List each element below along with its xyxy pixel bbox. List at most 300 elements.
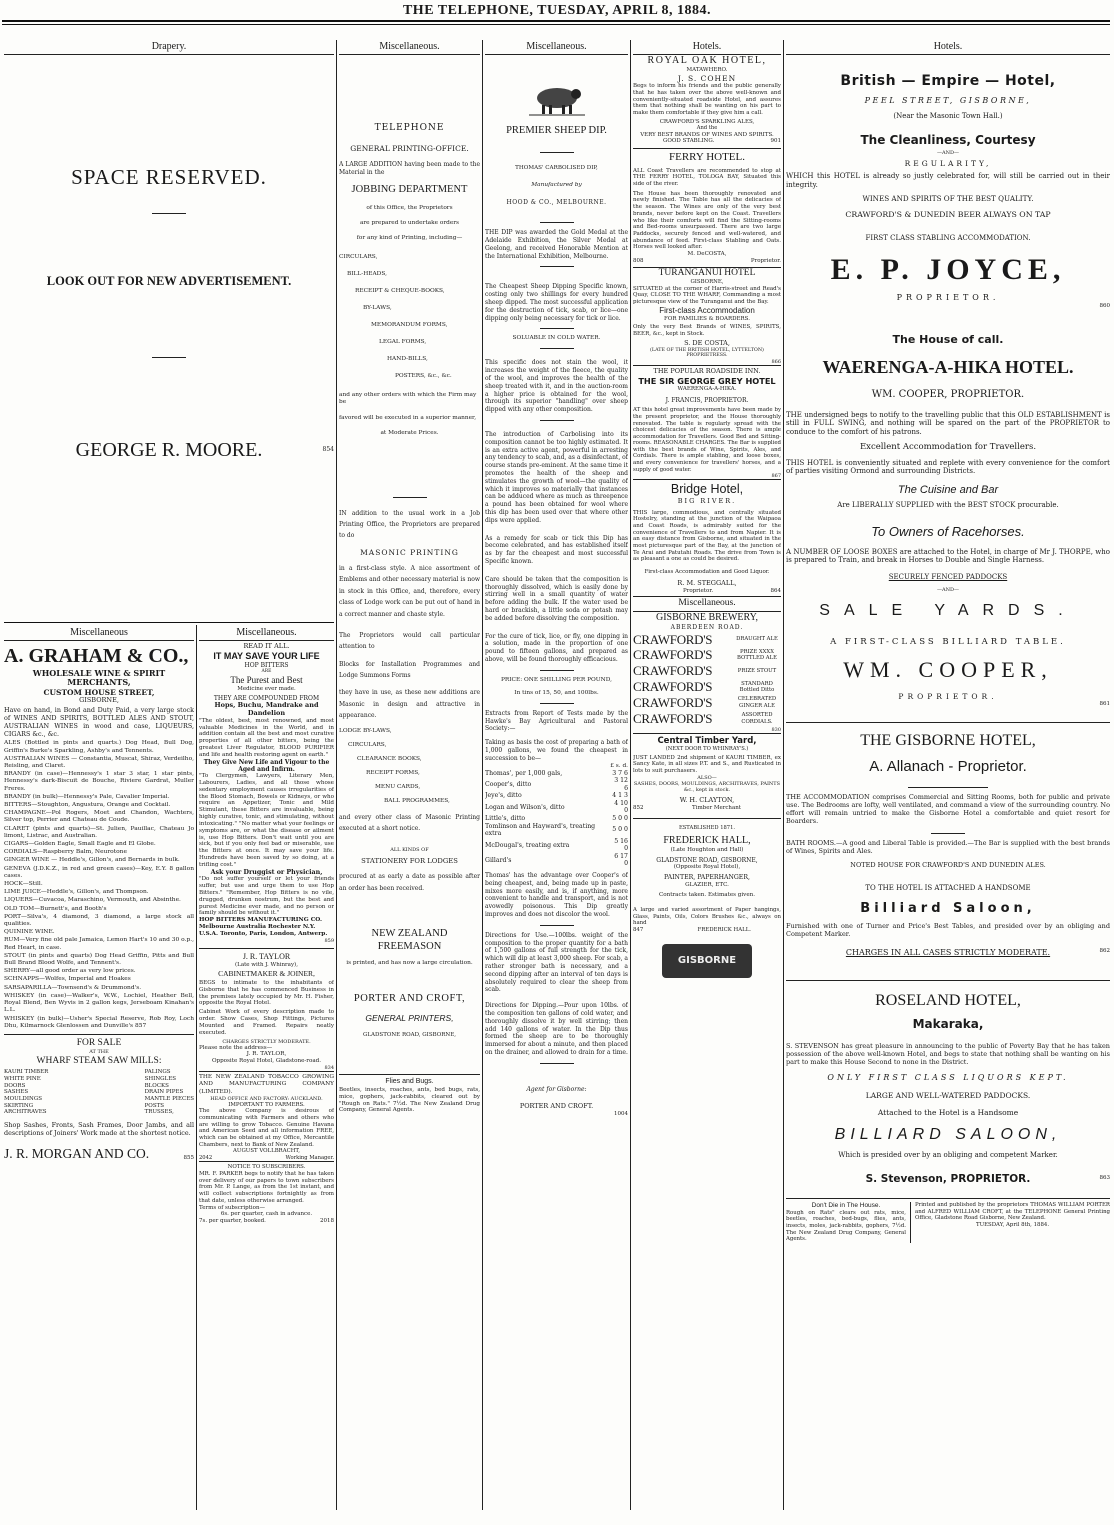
print-item: LEGAL FORMS, (379, 339, 427, 346)
crawford-row (633, 679, 781, 695)
address: PEEL STREET, GISBORNE, (864, 96, 1032, 106)
tobacco-co: THE NEW ZEALAND TOBACCO GROWING AND MANUFACTURING COMPANY (LIMITED). (199, 1071, 334, 1095)
sheep-icon (527, 81, 587, 117)
line: TO THE HOTEL IS ATTACHED A HANDSOME (865, 884, 1031, 893)
crawford-product: ASSORTED CORDIALS. (741, 712, 773, 725)
sheep-dip-ad (485, 40, 628, 1515)
divider (393, 497, 427, 498)
product-item: LIME JUICE—Heddle's, Gillon's, and Thompson. (4, 889, 149, 896)
location: MATAWHERO. (686, 67, 728, 74)
lodge-item: BALL PROGRAMMES, (384, 797, 450, 804)
taylor-sig: J. R. TAYLOR, (246, 1051, 287, 1058)
divider (540, 703, 574, 704)
paragraph: AT this hotel great improvements have been made by the present proprietor, and the House thoroughly renovated. The table is regularly spread with the choicest delicacies of the season. There is ample accommodation for Travellers. Good Bed and Sitting-rooms. REASONABLE CHARGES. The Bar is supplied with the best brands of Wine, Spirits, Ales, and Cordials. There is ample stabling, and loose boxes, and every convenience for travellers' horses, and a supply of good water. (633, 407, 781, 473)
line: Which is presided over by an obliging and competent Marker. (838, 1150, 1058, 1159)
print-item: BILL-HEADS, (347, 270, 387, 277)
hotels-column-2 (786, 40, 1110, 1515)
lodge-item: CIRCULARS, (348, 741, 387, 748)
timber-item: WHITE PINE (4, 1075, 41, 1082)
product-item: SHERRY—all good order as very low prices. (4, 968, 136, 975)
paragraph: JUST LANDED 2nd shipment of KAURI TIMBER, ex Sancy Kate, in all sizes P.T. and S., and Rusticated in lots to suit purchasers. (633, 754, 781, 774)
hotel-name: British — Empire — Hotel, (840, 73, 1056, 90)
location: Makaraka, (912, 1016, 984, 1031)
hotels-column-1 (633, 40, 781, 1515)
timber-item: POSTS (144, 1102, 165, 1109)
soluble: SOLUABLE IN COLD WATER. (512, 335, 601, 342)
cost-header: £ s. d. (610, 762, 628, 769)
location: WAERENGA-A-HIKA. (677, 386, 737, 393)
paragraph: Taking as basis the cost of preparing a bath of 1,000 gallons, we found the cheapest in succession to be— (485, 739, 628, 762)
cuisine: The Cuisine and Bar (897, 483, 999, 496)
taylor-name: J. R. TAYLOR (199, 948, 334, 962)
farmers: IMPORTANT TO FARMERS. (228, 1101, 305, 1108)
crawford-product: PRIZE XXXX BOTTLED ALE (736, 648, 778, 662)
prop-title: Proprietor. (683, 587, 714, 594)
cost-row (485, 853, 628, 868)
crawford-product: STANDARD Bottled Ditto (739, 680, 775, 694)
ad-number: 2042 (199, 1155, 213, 1162)
ad-number: 859 (324, 938, 334, 945)
billiard-saloon: BILLIARD SALOON, (834, 1126, 1062, 1144)
divider (540, 1063, 574, 1064)
terms: Terms of subscription— (199, 1204, 266, 1211)
ad-number: 861 (1099, 701, 1110, 708)
footer-row (786, 1198, 1110, 1243)
product-item: OLD TOM—Burnett's, and Booth's (4, 905, 107, 912)
proprietor-title: PROPRIETOR. (898, 692, 998, 702)
line: for any kind of Printing, including— (356, 234, 463, 241)
cost-row (485, 770, 628, 778)
crawford-name: CRAWFORD'S (633, 710, 713, 726)
line: GLADSTONE ROAD, GISBORNE, (656, 856, 758, 864)
house-of-call: The House of call. (892, 333, 1004, 347)
divider (931, 833, 965, 834)
new-life: They Give New Life and Vigour to the Aged and Infirm. (203, 758, 330, 773)
cost-value: 5 0 0 (612, 815, 628, 823)
lodge-item: MENU CARDS, (375, 783, 421, 790)
timber-right (145, 1069, 194, 1116)
paragraph: The Cheapest Sheep Dipping Specific known, costing only two shillings for every hundred sheep dipped. The most successful application for the destruction of tick, scab, or lice—one dipping only being necessary for tick or lice. (485, 283, 628, 322)
billiard-saloon: Billiard Saloon, (860, 900, 1036, 916)
ad-number: 1004 (614, 1110, 628, 1117)
paragraph: "Do not suffer yourself or let your friends suffer, but use and urge them to use Hop Bitters." "Remember, Hop Bitters is no vile, drugged, drunken nostrum, but the best and purest Medicine ever made, and no person or family should be without it." (199, 876, 334, 917)
divider (540, 266, 574, 267)
timber-list (4, 1069, 194, 1116)
line: of this Office, the Proprietors (366, 204, 453, 211)
intro-text: Have on hand, in Bond and Duty Paid, a very large stock of WINES AND SPIRITS, BOTTLED ALES AND STOUT, AUSTRALIAN WINES in wood and case, LIQUEURS, CIGARS &c., &c. (4, 706, 194, 738)
line: CRAWFORD'S & DUNEDIN BEER ALWAYS ON TAP (845, 210, 1051, 220)
section-header: Miscellaneous. (633, 596, 781, 612)
tins: In tins of 15, 50, and 100lbs. (514, 689, 599, 696)
cost-name: McDougal's, treating extra (485, 841, 570, 849)
crawford-list (633, 632, 781, 727)
telephone-title: TELEPHONE (374, 123, 445, 134)
next-door: (NEXT DOOR TO WHINRAY'S.) (665, 746, 749, 753)
line: GLAZIER, ETC. (685, 881, 729, 888)
cost-value: 6 17 0 (614, 852, 628, 868)
line: Excellent Accommodation for Travellers. (859, 442, 1037, 453)
established: ESTABLISHED 1871. (633, 818, 781, 831)
line: PAINTER, PAPERHANGER, (664, 874, 750, 881)
stamp-logo: GISBORNE (662, 944, 752, 978)
proprietor: S. Stevenson, PROPRIETOR. (865, 1173, 1031, 1186)
product-item: LIQUERS—Cuvacoa, Maraschino, Vermouth, and Absinthe. (4, 897, 181, 904)
paragraph: A NUMBER OF LOOSE BOXES are attached to the Hotel, in charge of Mr J. THORPE, who is prepared to Train, and break in Horses to Double and Single Harness. (786, 547, 1110, 565)
product-item: GENEVA (J.D.K.Z., in red and green cases)—Key, E.Y. 8 gallon cases. (4, 865, 194, 879)
line: are prepared to undertake orders (359, 219, 460, 226)
print-item: HAND-BILLS, (387, 356, 428, 363)
lodge-items (339, 728, 480, 805)
drapery-section (4, 40, 334, 620)
product-item: PORT—Silva's, 4 diamond, 3 diamond, a large stock all qualities. (4, 913, 194, 928)
imprint (911, 1202, 1110, 1243)
print-item: BY-LAWS, (363, 305, 392, 312)
cost-name: Jeye's, ditto (485, 792, 522, 800)
agent-name: PORTER AND CROFT. (519, 1102, 594, 1111)
intro: A LARGE ADDITION having been made to the Material in the (339, 161, 480, 176)
at-the: AT THE (89, 1049, 109, 1056)
purest: The Purest and Best (230, 674, 303, 685)
dont-die-heading: Don't Die in The House. (811, 1201, 881, 1209)
timber-item: BLOCKS (144, 1082, 169, 1089)
cost-row (485, 838, 628, 853)
line: VERY BEST BRANDS OF WINES AND SPIRITS. (640, 131, 774, 138)
timber-item: MANTLE PIECES (144, 1095, 194, 1102)
cost-row (485, 777, 628, 792)
line: LARGE AND WELL-WATERED PADDOCKS. (865, 1090, 1031, 1100)
line: FIRST CLASS STABLING ACCOMMODATION. (865, 233, 1031, 242)
regularity: REGULARITY, (904, 159, 992, 169)
product-item: CIGARS—Golden Eagle, Small Eagle and El Globe. (4, 841, 156, 848)
ad-number: 863 (1099, 1175, 1110, 1182)
and: —AND— (937, 150, 959, 157)
paragraph: THE ACCOMMODATION comprises Commercial and Sitting Rooms, both for public and private use. The Bedrooms are lofty, well ventilated, and command a view of the surrounding country. No effort will remain untried to make the Gisborne Hotel a comfortable and quiet resort for Boarders. (786, 792, 1110, 825)
column-rule (482, 40, 483, 1510)
paragraph: First-class Accommodation and Good Liquor. (644, 569, 770, 576)
imprint-date: TUESDAY, April 8th, 1884. (975, 1221, 1050, 1228)
section-header: Miscellaneous. (339, 40, 480, 55)
proprietor: WM. COOPER, PROPRIETOR. (871, 388, 1025, 400)
paragraph: The introduction of Carbolising into its composition cannot be too highly estimated. It is an extra active agent, powerful in arresting any tendency to scab, and, as a disinfectant, of course stands pre-eminent. At the same time it promotes the health of the sheep and stimulates the growth of wool—the quality of which it improves so materially that instances can be adduced where as much as threepence a pound has been obtained for wool where this dip has been used over that where other dips were applied. (485, 430, 628, 524)
ad-number: 854 (322, 446, 334, 454)
paragraph: The above Company is desirous of communicating with Farmers and others who are willing to grow Tobacco. Genuine Havana and American Seed and all information FREE, which can be obtained at my Office, Mercantile Chambers, next to Bank of New Zealand. (199, 1108, 334, 1148)
gpo-title: GENERAL PRINTING-OFFICE. (350, 144, 469, 154)
paragraph: Furnished with one of Turner and Price's Best Tables, and presided over by an obliging and Competent Marker. (786, 921, 1110, 938)
manufactured-by: Manufactured by (531, 181, 582, 188)
location: GISBORNE, (690, 279, 724, 286)
timber-item: DRAIN PIPES (144, 1089, 184, 1096)
paragraph: MR. F. PARKER begs to notify that he has taken over delivery of our papers to town subscribers from Mr. P. Lange, as from the 1st instant, and will collect subscriptions fortnightly as from that date, unless otherwise arranged. (199, 1171, 334, 1204)
print-item: POSTERS, &c., &c. (395, 373, 452, 380)
jobbing: JOBBING DEPARTMENT (351, 183, 468, 195)
divider (540, 328, 574, 329)
slogan: The Cleanliness, Courtesy (860, 132, 1036, 147)
paragraph: and every other class of Masonic Printing executed at a short notice. (339, 814, 480, 833)
term: 7s. per quarter, booked. (199, 1217, 266, 1224)
product-item: CLARET (pints and quarts)—St. Julien, Pauillac, Chateau Jo limont, Listrac, and Australian. (4, 825, 194, 839)
ad-number: 808 (633, 257, 644, 264)
section-header: Miscellaneous. (199, 626, 334, 641)
product-item: RUM—Very fine old pale Jamaica, Lemon Hart's 10 and 30 o.p., Red Heart, in case. (4, 937, 194, 951)
divider (540, 670, 574, 671)
product-item: SARSAPARILLA—Townsend's & Drummond's. (4, 984, 142, 991)
paragraph: procured at as early a date as possible after an order has been received. (339, 873, 480, 892)
stabling: GOOD STABLING. (663, 138, 715, 145)
location: ABERDEEN ROAD. (670, 624, 744, 632)
imprint-text: Printed and published by the proprietors THOMAS WILLIAM PORTER and ALFRED WILLIAM CROFT, at the TELEPHONE General Printing Office, Gladstone Road Gisborne, New Zealand. (915, 1201, 1110, 1222)
product-item: BRANDY (in case)—Hennessy's 1 star 3 star, 1 star pints, Hennessy's dark-Biscuit de Bouche, Riviere Gardrat, Muller Freres. (4, 771, 194, 792)
line: and any other orders with which the Firm may be (339, 392, 477, 406)
line: Contracts taken. Estimates given. (658, 892, 756, 899)
paragraph: BEGS to intimate to the inhabitants of Gisborne that he has commenced Business in the premises lately occupied by Mr. H. Fisher, opposite the Royal Hotel. (199, 980, 334, 1007)
proprietor: J. S. COHEN (677, 74, 737, 84)
ad-number: 901 (770, 138, 781, 145)
timber-item: ARCHITRAVES (4, 1109, 47, 1116)
printing-office-ad (339, 40, 480, 1515)
hotel-name: THE GISBORNE HOTEL, (786, 722, 1110, 751)
manager-name: AUGUST VOLLBRACHT, (233, 1148, 300, 1155)
cost-name: Cooper's, ditto (485, 781, 532, 789)
divider (540, 222, 574, 223)
notice-heading: NOTICE TO SUBSCRIBERS. (199, 1161, 334, 1171)
column-rule (196, 625, 197, 1510)
line: WINES AND SPIRITS OF THE BEST QUALITY. (862, 194, 1034, 204)
crawford-name: CRAWFORD'S (633, 647, 713, 663)
timber-left (4, 1069, 48, 1116)
ad-number: 864 (770, 587, 781, 594)
product-item: GINGER WINE — Heddle's, Gillon's, and Bernards in bulk. (4, 857, 180, 864)
masthead: THE TELEPHONE, TUESDAY, APRIL 8, 1884. (402, 3, 712, 18)
line: (Late Houghton and Hall) (670, 847, 744, 854)
dont-die-ad (786, 1202, 911, 1243)
dip-sub: THOMAS' CARBOLISED DIP, (515, 164, 598, 171)
line: NOTED HOUSE FOR CRAWFORD'S AND DUNEDIN ALES. (850, 861, 1046, 870)
ad-number: 2018 (320, 1217, 334, 1224)
business-name: FREDERICK HALL, (663, 834, 751, 846)
compounded: THEY ARE COMPOUNDED FROM (213, 694, 320, 702)
prop-title: Proprietor. (750, 257, 781, 264)
location: BIG RIVER. (677, 496, 737, 505)
line: favored will be executed in a superior manner, (339, 414, 477, 421)
cost-row (485, 792, 628, 800)
are: ARE (261, 669, 272, 675)
divider (540, 925, 574, 926)
crawford-row (633, 711, 781, 727)
brewery: GISBORNE BREWERY, (655, 612, 759, 624)
paragraph: THIS large, commodious, and centrally situated Hostelry, standing at the junction of the Waipaoa and Coast Roads, is admirably suited for the convenience of Travellers to and from Napier. It is an easy distance from Gisborne, and situated in the most picturesque part of the Bay, at the junction of Te Arai and Patutahi Roads. The drive from Town is as pleasant a one as could be desired. (633, 509, 781, 563)
masonic: MASONIC PRINTING (360, 547, 459, 557)
timber-item: SKIRTING (4, 1102, 34, 1109)
cost-value: 3 12 6 (614, 777, 628, 792)
company: HOP BITTERS MANUFACTURING CO. Melbourne Australia Rochester N.Y. U.S.A. Toronto, Paris, London, Antwerp. (199, 917, 328, 938)
advertiser-name: GEORGE R. MOORE. (75, 439, 263, 462)
paragraph: SITUATED at the corner of Harris-street and Read's Quay, CLOSE TO THE WHARF, Commanding a most picturesque view of the Turanganui and the Bay. (633, 285, 781, 306)
general-printers: GENERAL PRINTERS, (365, 1013, 454, 1024)
paragraph: "The oldest, best, most renowned, and most valuable Medicines in the World, and in addition contain all the best and most curative properties of all other bitters, being the greatest Liver Regulator, BLOOD PURIFIER and life and health restoring agent on earth." (199, 717, 334, 758)
medicine: Medicine ever made. (237, 685, 296, 692)
crawford-row (633, 647, 781, 663)
hotel-name: ROYAL OAK HOTEL, (647, 55, 767, 67)
ad-number: 862 (1099, 948, 1110, 955)
paragraph: Thomas' has the advantage over Cooper's of being cheapest, and, being made up in paste, mixes more easily, and is, if anything, more convenient to handle and transport, and is not avowedly poisonous. This Dip greatly improves and does not discolor the wool. (485, 871, 628, 918)
hop-bitters: HOP BITTERS (244, 662, 289, 670)
paragraph: Extracts from Report of Tests made by the Hawke's Bay Agricultural and Pastoral Society:— (485, 709, 628, 733)
product-item: QUININE WINE. (4, 929, 55, 936)
paragraph: they have in use, as these new additions are Masonic in design and attractive in appearance. (339, 689, 480, 720)
masthead-rule (2, 20, 1110, 22)
firm-line: WHOLESALE WINE & SPIRIT (32, 667, 166, 678)
lodge-item: RECEIPT FORMS, (366, 769, 420, 776)
cost-row (485, 800, 628, 815)
line: And the (696, 125, 718, 132)
section-header: Miscellaneous. (485, 40, 628, 55)
term-row (199, 1218, 334, 1225)
dip-title: PREMIER SHEEP DIP. (506, 125, 607, 137)
hotel-name: THE SIR GEORGE GREY HOTEL (638, 376, 776, 387)
paragraph: THE undersigned begs to notify to the travelling public that this OLD ESTABLISHMENT is still in FULL SWING, and nothing will be spared on the part of the PROPRIETOR to conduce to the comfort of his patrons. (786, 410, 1110, 436)
address: Opposite Royal Hotel, Gladstone-road. (211, 1058, 322, 1065)
save-life: IT MAY SAVE YOUR LIFE (213, 651, 320, 662)
hotel-name: FERRY HOTEL. (633, 148, 781, 164)
lookout-notice: LOOK OUT FOR NEW ADVERTISEMENT. (46, 273, 292, 288)
and: —AND— (937, 587, 959, 594)
line: SECURELY FENCED PADDOCKS (888, 572, 1008, 581)
paragraph: BATH ROOMS.—A good and Liberal Table is provided.—The Bar is supplied with the best brands of Wines, Spirits and Ales. (786, 839, 1110, 856)
agent: Agent for Gisborne: (526, 1085, 587, 1093)
paragraph: The Proprietors would call particular attention to (339, 631, 480, 651)
freemason-text: is printed, and has now a large circulation. (346, 959, 473, 966)
cost-table (485, 770, 628, 868)
families: FOR FAMILIES & BOARDERS. (664, 315, 750, 322)
near: (Near the Masonic Town Hall.) (893, 112, 1003, 121)
accommodation: First-class Accommodation (659, 305, 755, 315)
prop-row (633, 805, 781, 812)
section-header: Hotels. (786, 40, 1110, 55)
ad-number: 834 (324, 1065, 334, 1072)
print-item: RECEIPT & CHEQUE-BOOKS, (355, 288, 445, 295)
cost-row (485, 815, 628, 823)
product-item: SCHNAPPS—Wolfes, Imperial and Hoakes (4, 976, 131, 983)
paragraph: WHICH this HOTEL is already so justly celebrated for, will still be carried out in their integrity. (786, 172, 1110, 189)
charges: CHARGES STRICTLY MODERATE. (222, 1038, 311, 1045)
line: (Opposite Royal Hotel), (673, 864, 741, 871)
timber-item: KAURI TIMBER (4, 1069, 49, 1076)
print-item: MEMORANDUM FORMS, (371, 322, 448, 329)
paragraph: Blocks for Installation Programmes and Lodge Summons Forms (339, 660, 480, 680)
cost-value: 4 1 3 (612, 792, 628, 800)
signature: J. R. MORGAN AND CO. (4, 1145, 150, 1161)
hotel-name: TURANGANUI HOTEL (633, 267, 781, 280)
crawford-row (633, 695, 781, 711)
cost-name: Tomlinson and Hayward's, treating extra (485, 822, 596, 838)
product-item: CORDIALS—Raspberry Balm, Neurotone (4, 849, 127, 856)
ad-number: 830 (771, 726, 781, 733)
print-items (339, 254, 480, 381)
manager-title: Working Manager. (285, 1155, 334, 1162)
ad-number: 847 (633, 926, 644, 933)
paragraph: THE DIP was awarded the Gold Medal at the Adelaide Exhibition, the Silver Medal at Geelong, and received Honorable Mention at the International Exhibition, Melbourne. (485, 229, 628, 260)
product-item: WHISKEY (in bulk)—Usher's Special Reserve, Rob Roy, Loch Dhu, Kilmarnock Glenlossen and Dunville's 857 (4, 1015, 194, 1029)
timber-item: PALINGS (144, 1069, 171, 1076)
head-office: HEAD OFFICE AND FACTORY: AUCKLAND. (210, 1095, 323, 1102)
read-it: READ IT ALL. (243, 642, 290, 651)
proprietor-name: E. P. JOYCE, (830, 253, 1066, 287)
paragraph: Care should be taken that the composition is thoroughly dissolved, which is easily done by stirring well in a small quantity of water before adding the bulk. If the water used be hard or brackish, a little soda or potash may be added before dissolving the composition. (485, 575, 628, 622)
paragraph: Only the very Best Brands of WINES, SPIRITS, BEER, &c., kept in Stock. (633, 324, 781, 337)
paragraph: SASHES, DOORS, MOULDINGS, ARCHITRAVES, PAINTS &c., kept in stock. (633, 780, 781, 793)
column-rule (630, 40, 631, 1510)
divider (540, 420, 574, 421)
cabinet-maker: CABINETMAKER & JOINER, (218, 968, 315, 978)
prop-row (633, 258, 781, 265)
section-header: Miscellaneous (4, 626, 194, 641)
timber-item: SHINGLES (144, 1075, 176, 1082)
price: PRICE: ONE SHILLING PER POUND, (500, 676, 612, 683)
flies-text: Beetles, insects, roaches, ants, bed bugs, rats, mice, gophers, jack-rabbits, cleared out by "Rough on Rats." 7½d. The New Zealand Drug Company, General Agents. (339, 1087, 480, 1114)
owners: To Owners of Racehorses. (871, 523, 1025, 539)
proprietor: S. DE COSTA, (684, 338, 730, 347)
firm-name: A. GRAHAM & CO., (4, 645, 189, 668)
paragraph: IN addition to the usual work in a Job Printing Office, the Proprietors are prepared to do (339, 509, 480, 540)
timber-item: MOULDINGS (4, 1095, 42, 1102)
paragraph: A large and varied assortment of Paper hangings, Glass, Paints, Oils, Colors Brushes &c., always on hand (633, 907, 781, 927)
cost-value: 5 16 0 (614, 837, 628, 853)
paragraph: Directions for Dipping.—Pour upon 10lbs. of the composition ten gallons of cold water, and thoroughly dissolve it by well stirring; then add 140 gallons of water. In the Dip thus formed the sheep are to be thoroughly immersed for about a minute, and then placed on the drainer, and allowed to drain for a time. (485, 1002, 628, 1056)
line: ONLY FIRST CLASS LIQUORS KEPT. (827, 1073, 1069, 1083)
crawford-name: CRAWFORD'S (633, 695, 713, 710)
firm-line: GISBORNE, (79, 696, 119, 705)
term: 6s. per quarter, cash in advance. (220, 1211, 313, 1218)
paragraph: "To Clergymen, Lawyers, Literary Men, Labourers, Ladies, and all those whose sedentary employment causes irregularities of the Blood Stomach, Bowels or Kidneys, or who require an Appetizer, Tonic and Mild Stimulant, these Bitters are invaluable, being highly curative, tonic, and stimulating, without intoxicating." "No matter what your feelings or symptoms are, or what the disease or ailment is, use Hop Bitters. Don't wait until you are sick, but if you only feel bad or miserable, use the Bitters at once. It may save your life. Hundreds have been saved by so doing, at a trifling cost." (199, 773, 334, 868)
product-item: AUSTRALIAN WINES — Constantia, Muscat, Shiraz, Verdeilho, Reisling, and Claret. (4, 755, 194, 769)
dont-die-text: Rough on Rats" clears out rats, mice, beetles, roaches, bed-bugs, flies, ants, insects, moles, jack-rabbits, gophers, 7½d. The New Zealand Drug Company, General Agents. (786, 1209, 906, 1243)
masthead-rule-thin (2, 24, 1110, 25)
hotel-name: Bridge Hotel, (633, 479, 781, 497)
column-rule (783, 40, 784, 1510)
line: CRAWFORD'S SPARKLING ALES, (659, 118, 755, 125)
product-item: BITTERS—Stoughton, Angustura, Orange and Cocktail. (4, 802, 171, 809)
paragraph: ALL Coast Travellers are recommended to stop at THE FERRY HOTEL, TOLOGA BAY, Situated this side of the river. (633, 167, 781, 187)
ad-number: 860 (1099, 302, 1110, 309)
timber-item: SASHES (4, 1089, 29, 1096)
cost-name: Gillard's (485, 856, 512, 864)
prop-row (633, 927, 781, 934)
cost-value: 5 0 0 (612, 826, 628, 834)
paragraph: THIS HOTEL is conveniently situated and replete with every convenience for the comfort of parties visiting Ormond and surrounding Districts. (786, 458, 1110, 476)
proprietor: J. FRANCIS, PROPRIETOR. (665, 397, 749, 405)
crawford-name: CRAWFORD'S (633, 679, 713, 695)
section-rule (4, 622, 334, 623)
paragraph: For the cure of tick, lice, or fly, one dipping in a solution, made in the proportion of one pound to fifteen gallons, and prepared as above, will be found thoroughly efficacious. (485, 632, 628, 663)
cost-name: Thomas', per 1,000 gals, (485, 769, 563, 777)
late-with: (Late with J. Whinray), (235, 962, 298, 969)
product-item: ALES (Bottled in pints and quarts.) Dog Head, Bull Dog, Griffin's Burke's Sparkling, Ashby's and Tennents. (4, 740, 194, 754)
product-item: STOUT (in pints and quarts) Dog Head Griffin, Pitts and Bull Bull Brand Blood Wolfe, and Tennent's. (4, 952, 194, 967)
for-sale: FOR SALE (4, 1034, 194, 1050)
popular-inn: THE POPULAR ROADSIDE INN. (633, 365, 781, 376)
paragraph: S. STEVENSON has great pleasure in announcing to the public of Poverty Bay that he has taken possession of the above well-known Hotel, and begs to state that nothing shall be wanting on his part to make this House Second to none in the District. (786, 1042, 1110, 1067)
line: CHARGES IN ALL CASES STRICTLY MODERATE. (845, 948, 1051, 958)
proprietor-title: PROPRIETOR. (896, 292, 1000, 302)
firm-line: CUSTOM HOUSE STREET, (43, 688, 155, 698)
ask-druggist: Ask your Druggist or Physician, (210, 868, 323, 876)
lodge-item: CLEARANCE BOOKS, (357, 755, 422, 762)
cost-value: 3 7 6 (612, 769, 628, 777)
line: Attached to the Hotel is a Handsome (877, 1107, 1019, 1117)
graham-ad (4, 626, 194, 1516)
paragraph: Cabinet Work of every description made to order. Show Cases, Shop Fittings, Pictures Mounted and Framed. Repairs neatly executed. (199, 1009, 334, 1036)
product-list (4, 740, 194, 1030)
